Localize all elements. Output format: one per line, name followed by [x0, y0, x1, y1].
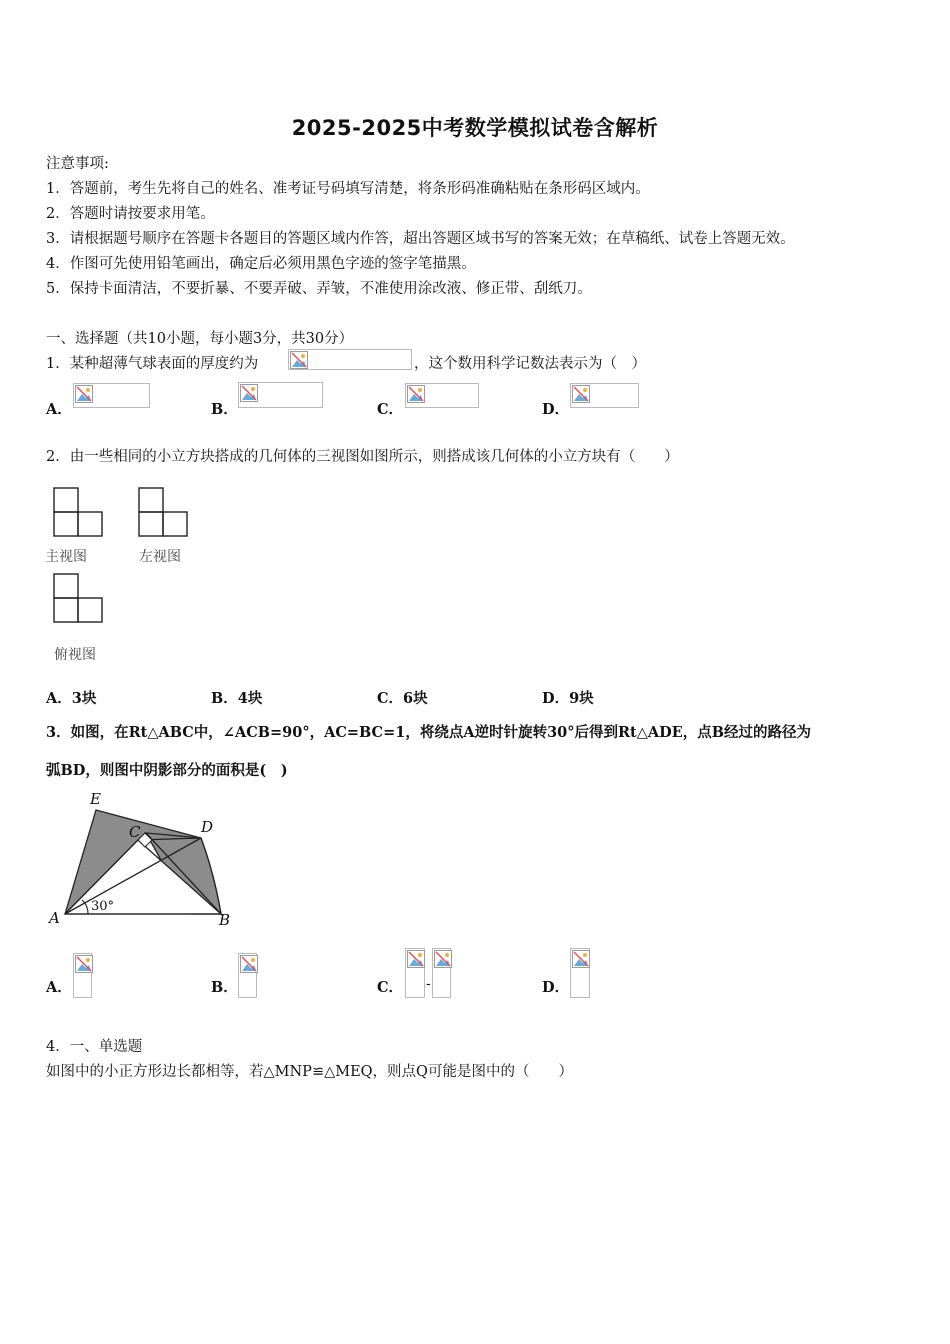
q3-option-a: A．: [46, 979, 72, 996]
notice-item: 4．作图可先使用铅笔画出，确定后必须用黑色字迹的签字笔描黑。: [46, 256, 476, 272]
q1-stem-before: 1．某种超薄气球表面的厚度约为: [46, 356, 259, 372]
q1-option-d: D．: [542, 401, 570, 418]
q1-option-d-image: [570, 383, 639, 408]
q1-option-a: A．: [46, 401, 72, 418]
q2-option-c: C．6块: [377, 690, 428, 707]
front-view-label: 主视图: [45, 549, 87, 565]
q1-stem-after: ，这个数用科学记数法表示为（ ）: [414, 356, 646, 372]
page-title: 2025-2025中考数学模拟试卷含解析: [291, 116, 659, 140]
notice-item: 2．答题时请按要求用笔。: [46, 206, 215, 222]
q1-option-b: B．: [211, 401, 238, 418]
q3-option-c-image-1: [405, 948, 425, 998]
q2-option-d: D．9块: [542, 690, 594, 707]
broken-image-icon: [407, 385, 425, 403]
q3-option-c: C．: [377, 979, 404, 996]
q3-option-d: D．: [542, 979, 570, 996]
label-c: C: [129, 823, 141, 841]
rotation-figure: [44, 788, 244, 933]
q4-heading: 4．一、单选题: [46, 1039, 143, 1055]
broken-image-icon: [572, 385, 590, 403]
broken-image-icon: [407, 950, 425, 968]
q3-option-a-image: [73, 953, 92, 998]
q3-option-b: B．: [211, 979, 238, 996]
q2-option-a: A．3块: [46, 690, 97, 707]
q3-stem-line1: 3．如图，在Rt△ABC中，∠ACB=90°，AC=BC=1，将绕点A逆时针旋转30°后得到Rt△ADE，点B经过的路径为: [46, 724, 812, 741]
broken-image-icon: [290, 351, 308, 369]
broken-image-icon: [240, 955, 258, 973]
broken-image-icon: [75, 385, 93, 403]
broken-image-icon: [434, 950, 452, 968]
q1-option-c-image: [405, 383, 479, 408]
left-view-label: 左视图: [139, 549, 181, 565]
q1-option-a-image: [73, 383, 150, 408]
broken-image-icon: [572, 950, 590, 968]
q1-option-c: C．: [377, 401, 404, 418]
angle-label: 30°: [91, 899, 115, 914]
q2-option-b: B．4块: [211, 690, 263, 707]
top-view-label: 俯视图: [54, 647, 96, 663]
q3-option-d-image: [570, 948, 590, 998]
notice-item: 5．保持卡面清洁，不要折暴、不要弄破、弄皱，不准使用涂改液、修正带、刮纸刀。: [46, 281, 592, 297]
q3-stem-line2: 弧BD，则图中阴影部分的面积是( ): [46, 762, 288, 779]
notice-heading: 注意事项:: [46, 156, 109, 172]
broken-image-icon: [240, 384, 258, 402]
section-heading: 一、选择题（共10小题，每小题3分，共30分）: [46, 331, 354, 347]
label-d: D: [201, 818, 214, 836]
q3-option-c-image-2: [432, 948, 451, 998]
label-b: B: [219, 911, 231, 929]
q1-stem-image: [288, 349, 412, 370]
q3-option-c-minus: -: [426, 976, 431, 992]
broken-image-icon: [75, 955, 93, 973]
q1-option-b-image: [238, 382, 323, 408]
q2-stem: 2．由一些相同的小立方块搭成的几何体的三视图如图所示，则搭成该几何体的小立方块有（ ）: [46, 449, 679, 465]
notice-item: 3．请根据题号顺序在答题卡各题目的答题区域内作答，超出答题区域书写的答案无效；在草稿纸、试卷上答题无效。: [46, 231, 795, 247]
label-a: A: [49, 909, 60, 927]
q4-stem: 如图中的小正方形边长都相等，若△MNP≌△MEQ，则点Q可能是图中的（ ）: [46, 1064, 573, 1080]
notice-item: 1．答题前，考生先将自己的姓名、准考证号码填写清楚，将条形码准确粘贴在条形码区域内。: [46, 181, 650, 197]
label-e: E: [90, 790, 101, 808]
q3-option-b-image: [238, 953, 257, 998]
